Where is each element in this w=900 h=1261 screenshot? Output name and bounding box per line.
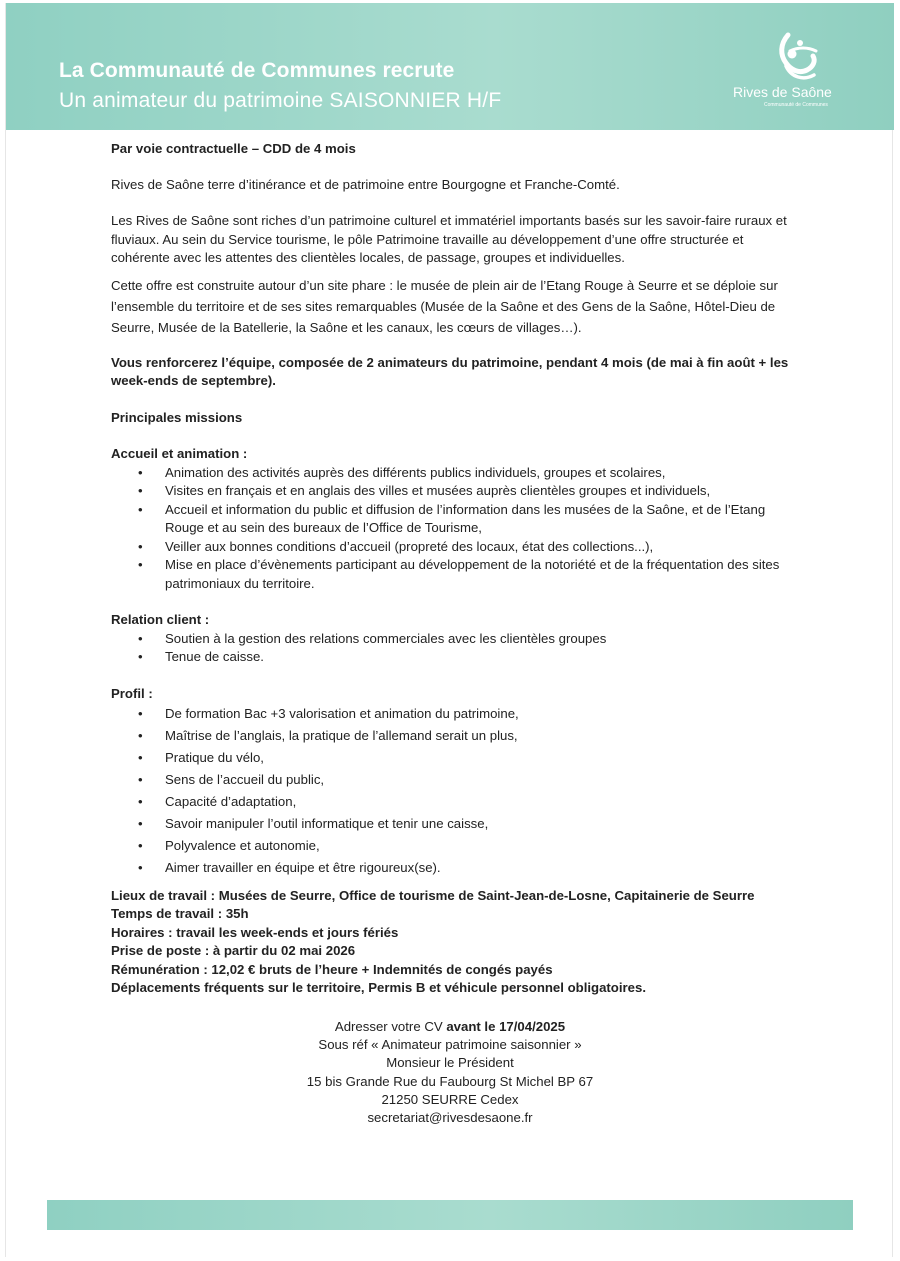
- intro-paragraph-4: Vous renforcerez l’équipe, composée de 2 animateurs du patrimoine, pendant 4 mois (de mai à fin août + les week-ends de septembre).: [111, 354, 789, 388]
- logo: [726, 29, 846, 119]
- intro-paragraph-2: Les Rives de Saône sont riches d’un patrimoine culturel et immatériel importants basés sur les savoir-faire ruraux et fluviaux. Au sein du Service tourisme, le pôle Patrimoine travaille au développement d’une offre structurée et cohérente avec les attentes des clientèles locales, de passage, groupes et individuelles.: [111, 213, 787, 265]
- contract-type: Par voie contractuelle – CDD de 4 mois: [111, 141, 356, 156]
- profil-list: [111, 705, 791, 878]
- send-deadline: avant le 17/04/2025: [446, 1019, 566, 1034]
- relation-heading: Relation client :: [111, 612, 210, 627]
- list-item: • Mise en place d’évènements participant au développement de la notoriété et de la fréquentation des sites patrimoniaux du territoire.: [165, 556, 791, 593]
- profil-heading: Profil :: [111, 685, 153, 701]
- logo-subtitle: Communauté de Communes: [764, 102, 828, 108]
- contact-block: [0, 1018, 900, 1127]
- work-location: Lieux de travail : Musées de Seurre, Office de tourisme de Saint-Jean-de-Losne, Capitainerie de Seurre: [111, 887, 755, 903]
- work-schedule: Horaires : travail les week-ends et jours fériés: [111, 924, 399, 940]
- list-item: • Animation des activités auprès des différents publics individuels, groupes et scolaires,: [165, 464, 791, 483]
- accueil-heading: Accueil et animation :: [111, 446, 248, 461]
- intro-paragraph-3: Cette offre est construite autour d’un site phare : le musée de plein air de l’Etang Rouge à Seurre et se déploie sur l’ensemble du territoire et de ses sites remarquables (Musée de la Saône et des Gens de la Saône, Hôtel-Dieu de Seurre, Musée de la Batellerie, la Saône et les canaux, les cœurs de villages…).: [111, 277, 778, 335]
- missions-heading: Principales missions: [111, 409, 243, 425]
- list-item: • Veiller aux bonnes conditions d’accueil (propreté des locaux, état des collections...),: [165, 538, 791, 557]
- salary: Rémunération : 12,02 € bruts de l’heure + Indemnités de congés payés: [111, 961, 553, 977]
- email-address: secretariat@rivesdesaone.fr: [367, 1110, 533, 1126]
- address-line-2: 21250 SEURRE Cedex: [381, 1091, 519, 1107]
- send-instruction: [0, 1018, 900, 1036]
- header-title: La Communauté de Communes recrute: [59, 59, 455, 82]
- list-item: • Accueil et information du public et diffusion de l’information dans les musées de la Saône, et de l’Etang Rouge et au sein des bureaux de l’Office de Tourisme,: [165, 501, 791, 538]
- work-conditions: [111, 887, 791, 998]
- intro-paragraph-1: Rives de Saône terre d’itinérance et de patrimoine entre Bourgogne et Franche-Comté.: [111, 176, 620, 192]
- list-item: • Savoir manipuler l’outil informatique et tenir une caisse,: [165, 815, 791, 834]
- list-item: • De formation Bac +3 valorisation et animation du patrimoine,: [165, 705, 791, 724]
- job-description: [111, 140, 791, 998]
- work-hours: Temps de travail : 35h: [111, 906, 249, 921]
- list-item: • Pratique du vélo,: [165, 749, 791, 768]
- list-item: • Capacité d’adaptation,: [165, 793, 791, 812]
- recipient: Monsieur le Président: [386, 1055, 514, 1071]
- footer-banner: [47, 1200, 853, 1230]
- header-subtitle: Un animateur du patrimoine SAISONNIER H/F: [59, 89, 502, 112]
- list-item: • Visites en français et en anglais des villes et musées auprès clientèles groupes et individuels,: [165, 482, 791, 501]
- address-line-1: 15 bis Grande Rue du Faubourg St Michel BP 67: [306, 1073, 594, 1089]
- list-item: • Sens de l’accueil du public,: [165, 771, 791, 790]
- reference: Sous réf « Animateur patrimoine saisonnier »: [318, 1037, 582, 1053]
- logo-name: Rives de Saône: [733, 84, 832, 100]
- send-prefix: Adresser votre CV: [334, 1019, 447, 1034]
- relation-list: [111, 630, 791, 667]
- list-item: • Aimer travailler en équipe et être rigoureux(se).: [165, 859, 791, 878]
- accueil-list: [111, 464, 791, 594]
- start-date: Prise de poste : à partir du 02 mai 2026: [111, 943, 356, 958]
- travel-requirements: Déplacements fréquents sur le territoire, Permis B et véhicule personnel obligatoires.: [111, 980, 646, 995]
- list-item: • Tenue de caisse.: [165, 648, 791, 667]
- list-item: • Soutien à la gestion des relations commerciales avec les clientèles groupes: [165, 630, 791, 649]
- list-item: • Maîtrise de l’anglais, la pratique de l’allemand serait un plus,: [165, 727, 791, 746]
- swimmer-icon: [761, 29, 831, 89]
- header-banner: [6, 3, 894, 130]
- list-item: • Polyvalence et autonomie,: [165, 837, 791, 856]
